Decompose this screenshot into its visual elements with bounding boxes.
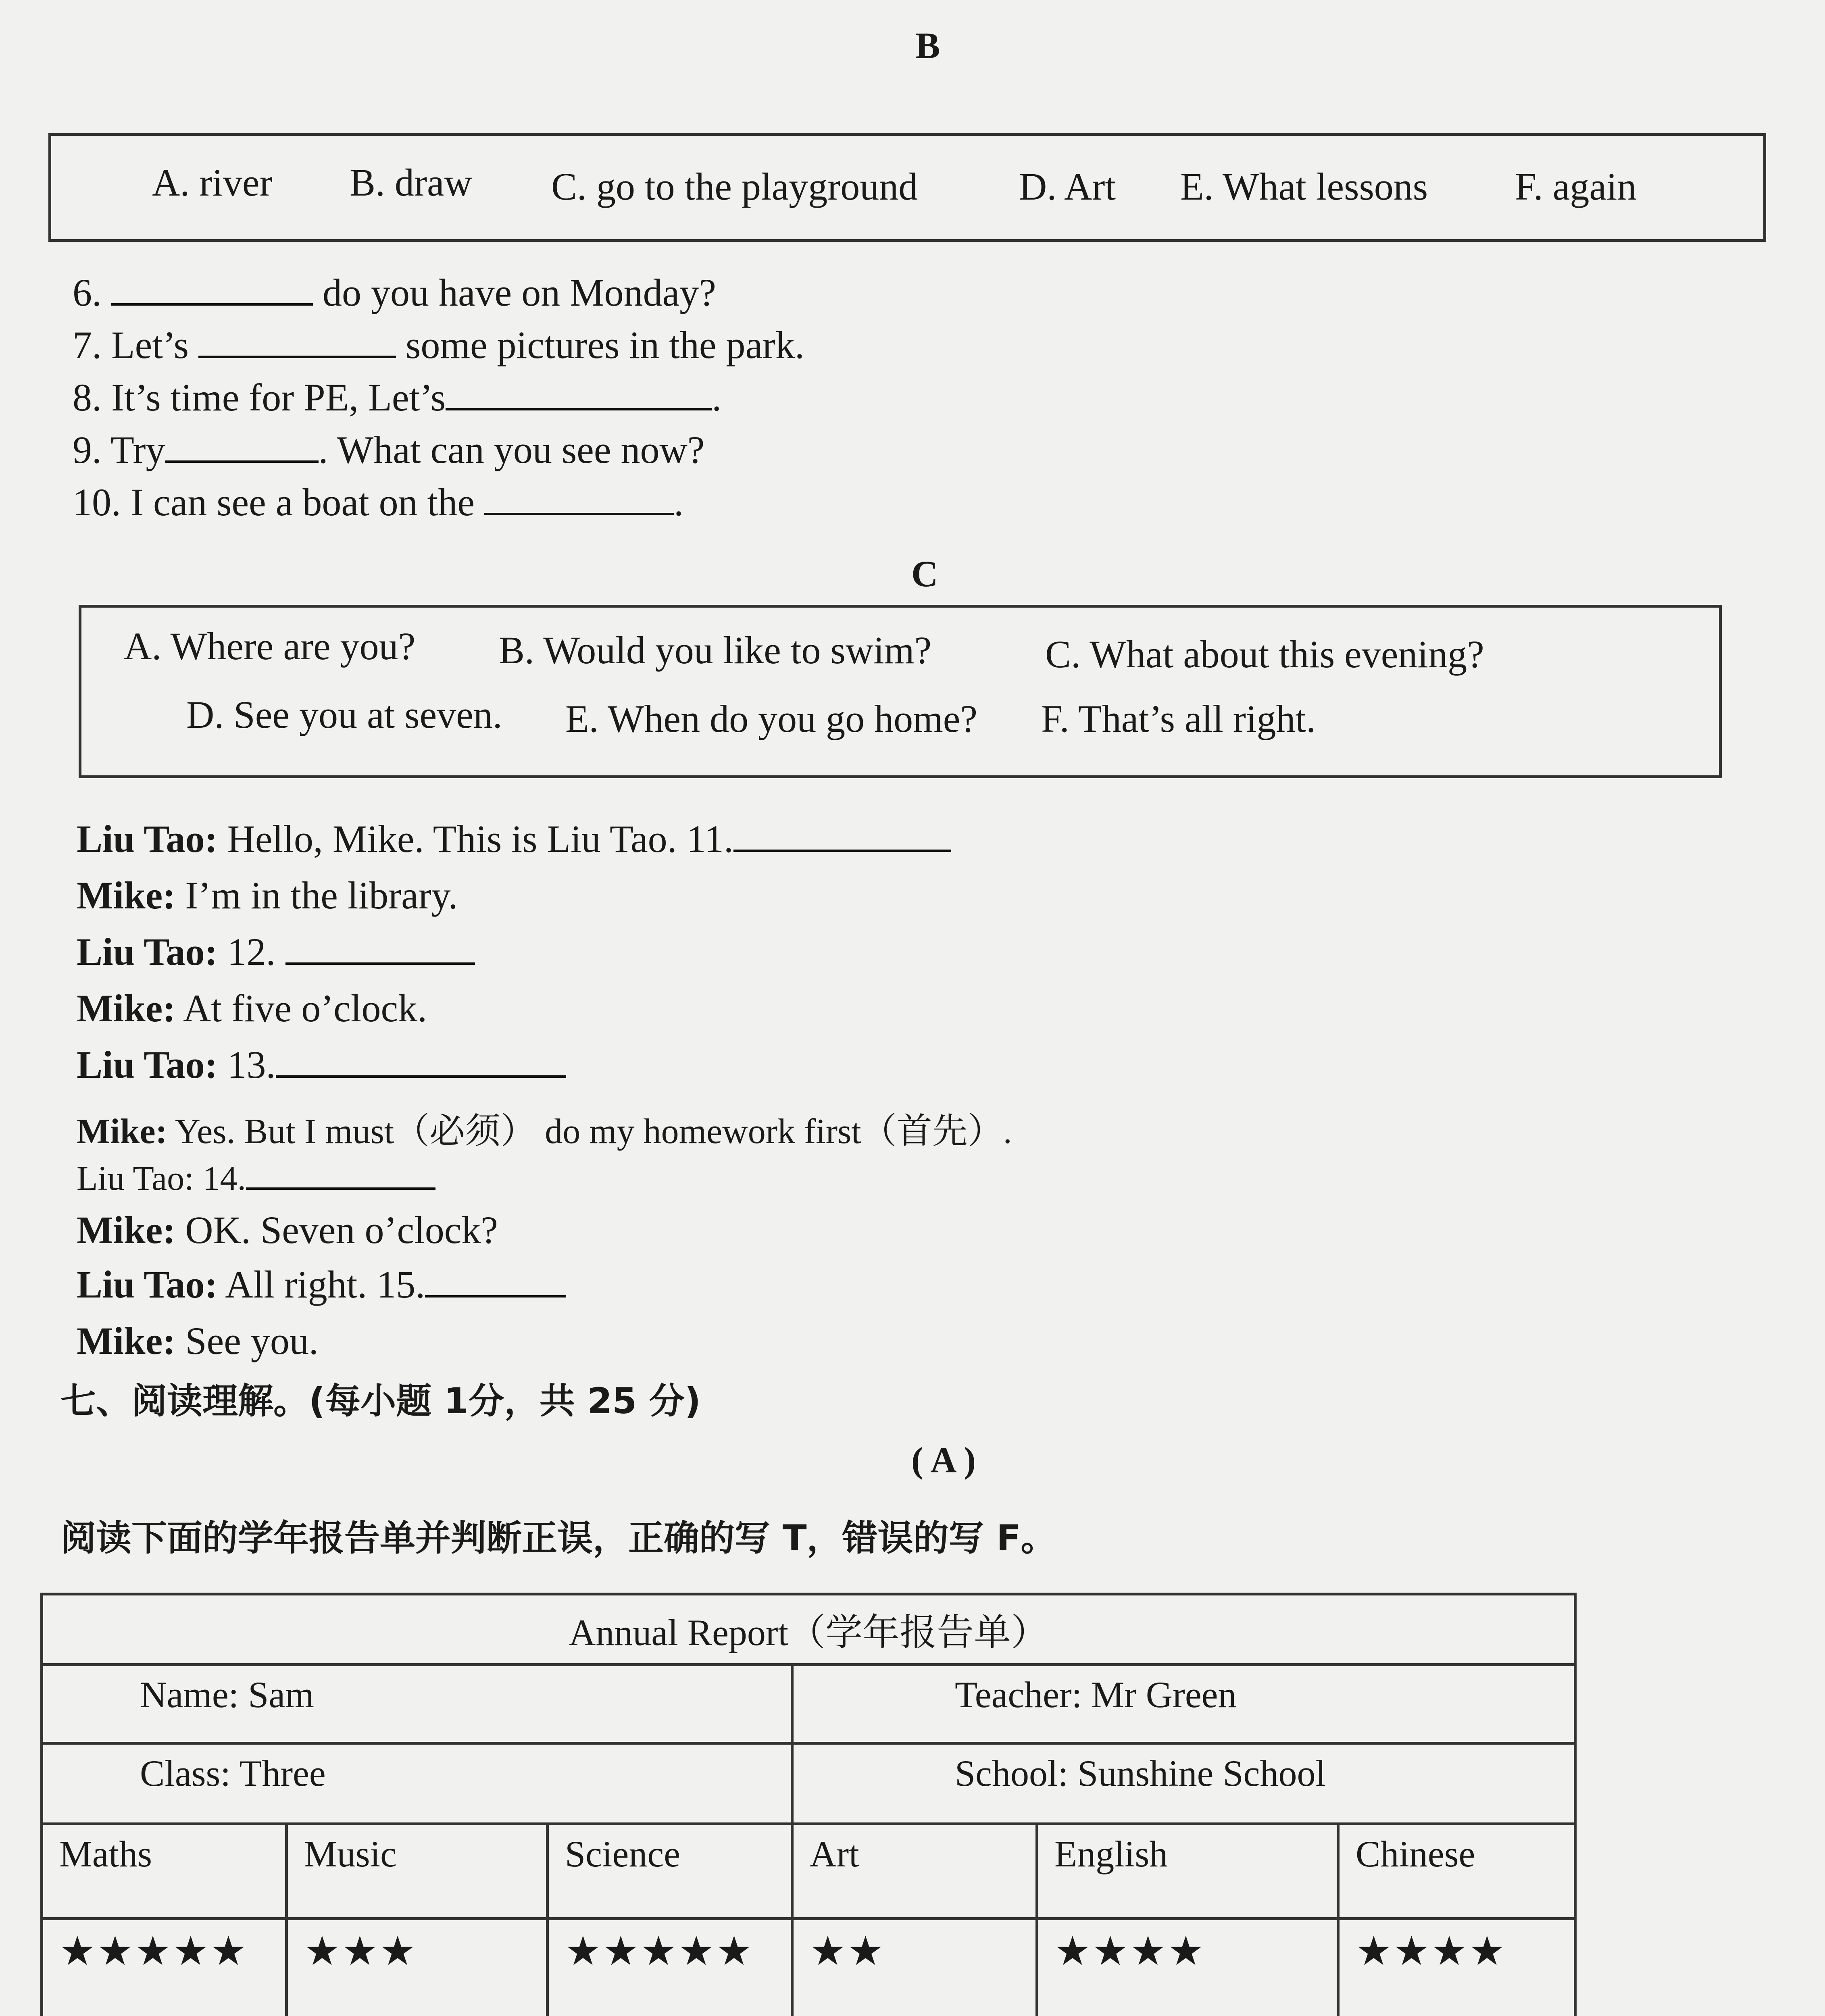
answer-blank[interactable] [198,323,396,358]
answer-blank-11[interactable] [733,817,951,852]
option-c: C. What about this evening? [1045,633,1484,676]
answer-blank-15[interactable] [425,1263,566,1297]
answer-blank[interactable] [111,271,313,306]
dialogue-line-9: Liu Tao: All right. 15. [77,1262,566,1307]
dialogue-line-6: Mike: Yes. But I must（必须） do my homework first（首先）. [77,1112,1012,1151]
report-class: Class: Three [42,1743,792,1824]
subject-maths: Maths [42,1824,287,1919]
option-c: C. go to the playground [551,165,918,208]
subject-chinese: Chinese [1338,1824,1575,1919]
option-f: F. again [1515,165,1637,208]
part-a-header: ( A ) [911,1440,976,1480]
section-b-options-box [48,133,1766,242]
section-7-title: 七、阅读理解。(每小题 1分，共 25 分) [60,1380,701,1422]
reading-instruction: 阅读下面的学年报告单并判断正误，正确的写 T，错误的写 F。 [60,1517,1056,1559]
question-6: 6. do you have on Monday? [73,271,716,314]
question-10: 10. I can see a boat on the . [73,481,683,524]
annual-report-table [40,1593,1577,2016]
dialogue-line-5: Liu Tao: 13. [77,1042,566,1087]
section-b-header: B [915,25,940,66]
dialogue-line-8: Mike: OK. Seven o’clock? [77,1208,498,1252]
answer-blank-12[interactable] [285,930,475,965]
dialogue-line-2: Mike: I’m in the library. [77,874,458,917]
section-c-header: C [911,553,938,594]
subject-english: English [1037,1824,1338,1919]
option-b: B. Would you like to swim? [499,629,932,672]
option-d: D. Art [1019,165,1116,208]
subject-art: Art [792,1824,1037,1919]
dialogue-line-3: Liu Tao: 12. [77,929,475,974]
question-7: 7. Let’s some pictures in the park. [73,323,805,367]
question-8: 8. It’s time for PE, Let’s . [73,376,722,419]
report-name: Name: Sam [42,1665,792,1743]
option-f: F. That’s all right. [1041,697,1316,740]
answer-blank[interactable] [484,481,674,515]
rating-chinese: ★★★★ [1338,1919,1575,2016]
option-e: E. When do you go home? [565,697,978,740]
rating-science: ★★★★★ [548,1919,792,2016]
rating-english: ★★★★ [1037,1919,1338,2016]
rating-art: ★★ [792,1919,1037,2016]
option-d: D. See you at seven. [186,693,502,736]
dialogue-line-4: Mike: At five o’clock. [77,987,427,1030]
option-a: A. river [152,161,273,204]
report-school: School: Sunshine School [792,1743,1575,1824]
dialogue-line-1: Liu Tao: Hello, Mike. This is Liu Tao. 11. [77,816,951,861]
answer-blank[interactable] [446,376,712,410]
subject-music: Music [287,1824,548,1919]
section-c-options-box [79,605,1722,778]
answer-blank[interactable] [165,428,319,463]
rating-music: ★★★ [287,1919,548,2016]
option-b: B. draw [350,161,472,204]
subject-science: Science [548,1824,792,1919]
dialogue-line-10: Mike: See you. [77,1319,319,1362]
question-9: 9. Try . What can you see now? [73,428,705,471]
report-title: Annual Report（学年报告单） [42,1594,1575,1665]
option-e: E. What lessons [1180,165,1428,208]
option-a: A. Where are you? [124,625,416,668]
rating-maths: ★★★★★ [42,1919,287,2016]
dialogue-line-7: Liu Tao: 14. [77,1155,435,1198]
answer-blank-13[interactable] [276,1043,566,1078]
report-teacher: Teacher: Mr Green [792,1665,1575,1743]
answer-blank-14[interactable] [246,1155,435,1190]
